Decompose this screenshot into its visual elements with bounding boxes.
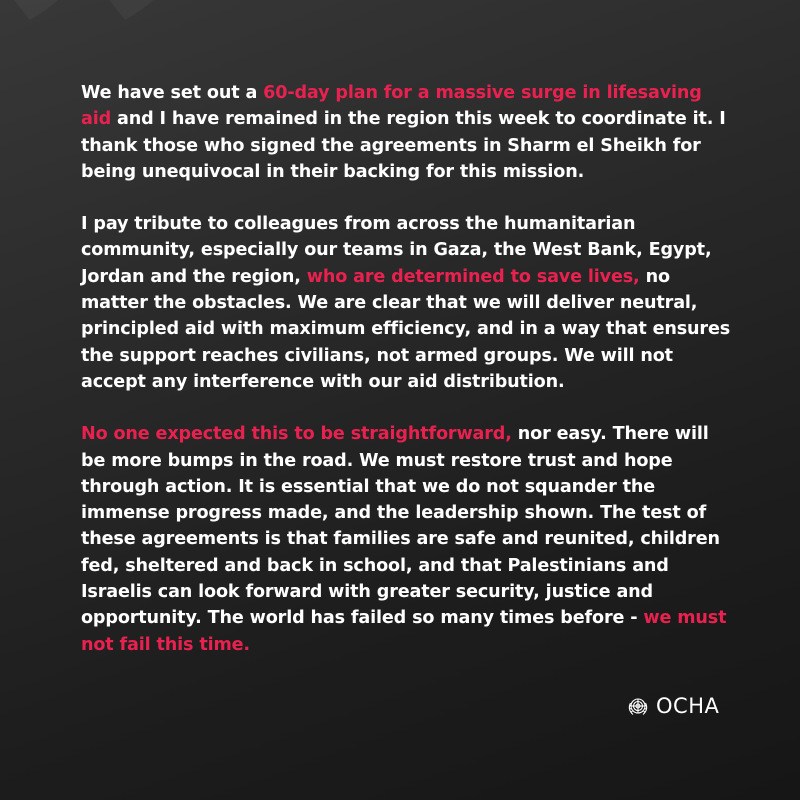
paragraph-3-segment-2: nor easy. There will be more bumps in the road. We must restore trust and hope through action. It is essential that we do not squander the immense progress made, and the leadership shown. The test of these agreements is that families are safe and reunited, children fed, sheltered and back in school, and that Palestinians and Israelis can look forward with greater security, justice and opportunity. The world has failed so many times before - [81, 424, 720, 629]
paragraph-2-highlight: who are determined to save lives, [306, 266, 640, 287]
paragraph-2 [81, 211, 731, 395]
statement-text [81, 80, 731, 684]
paragraph-1-highlight: 60-day plan for a massive surge in lifesaving aid [81, 83, 702, 130]
ocha-logo [626, 694, 719, 718]
paragraph-1 [81, 80, 731, 185]
paragraph-3 [81, 421, 731, 658]
paragraph-3-highlight-1: No one expected this to be straightforward, [81, 424, 512, 445]
paragraph-2-segment-1: I pay tribute to colleagues from across the humanitarian community, especially our teams in Gaza, the West Bank, Egypt, Jordan and the region, [81, 214, 712, 287]
paragraph-1-segment-3: and I have remained in the region this week to coordinate it. I thank those who signed the agreements in Sharm el Sheikh for being unequivocal in their backing for this mission. [81, 109, 726, 182]
paragraph-2-segment-3: no matter the obstacles. We are clear that we will deliver neutral, principled aid with maximum efficiency, and in a way that ensures the support reaches civilians, not armed groups. We will not accept any interference with our aid distribution. [81, 266, 731, 392]
paragraph-1-segment-1: We have set out a [81, 83, 264, 103]
un-emblem-icon [626, 694, 650, 718]
paragraph-3-highlight-2: we must not fail this time. [81, 608, 727, 655]
ocha-wordmark: OCHA [656, 694, 720, 718]
